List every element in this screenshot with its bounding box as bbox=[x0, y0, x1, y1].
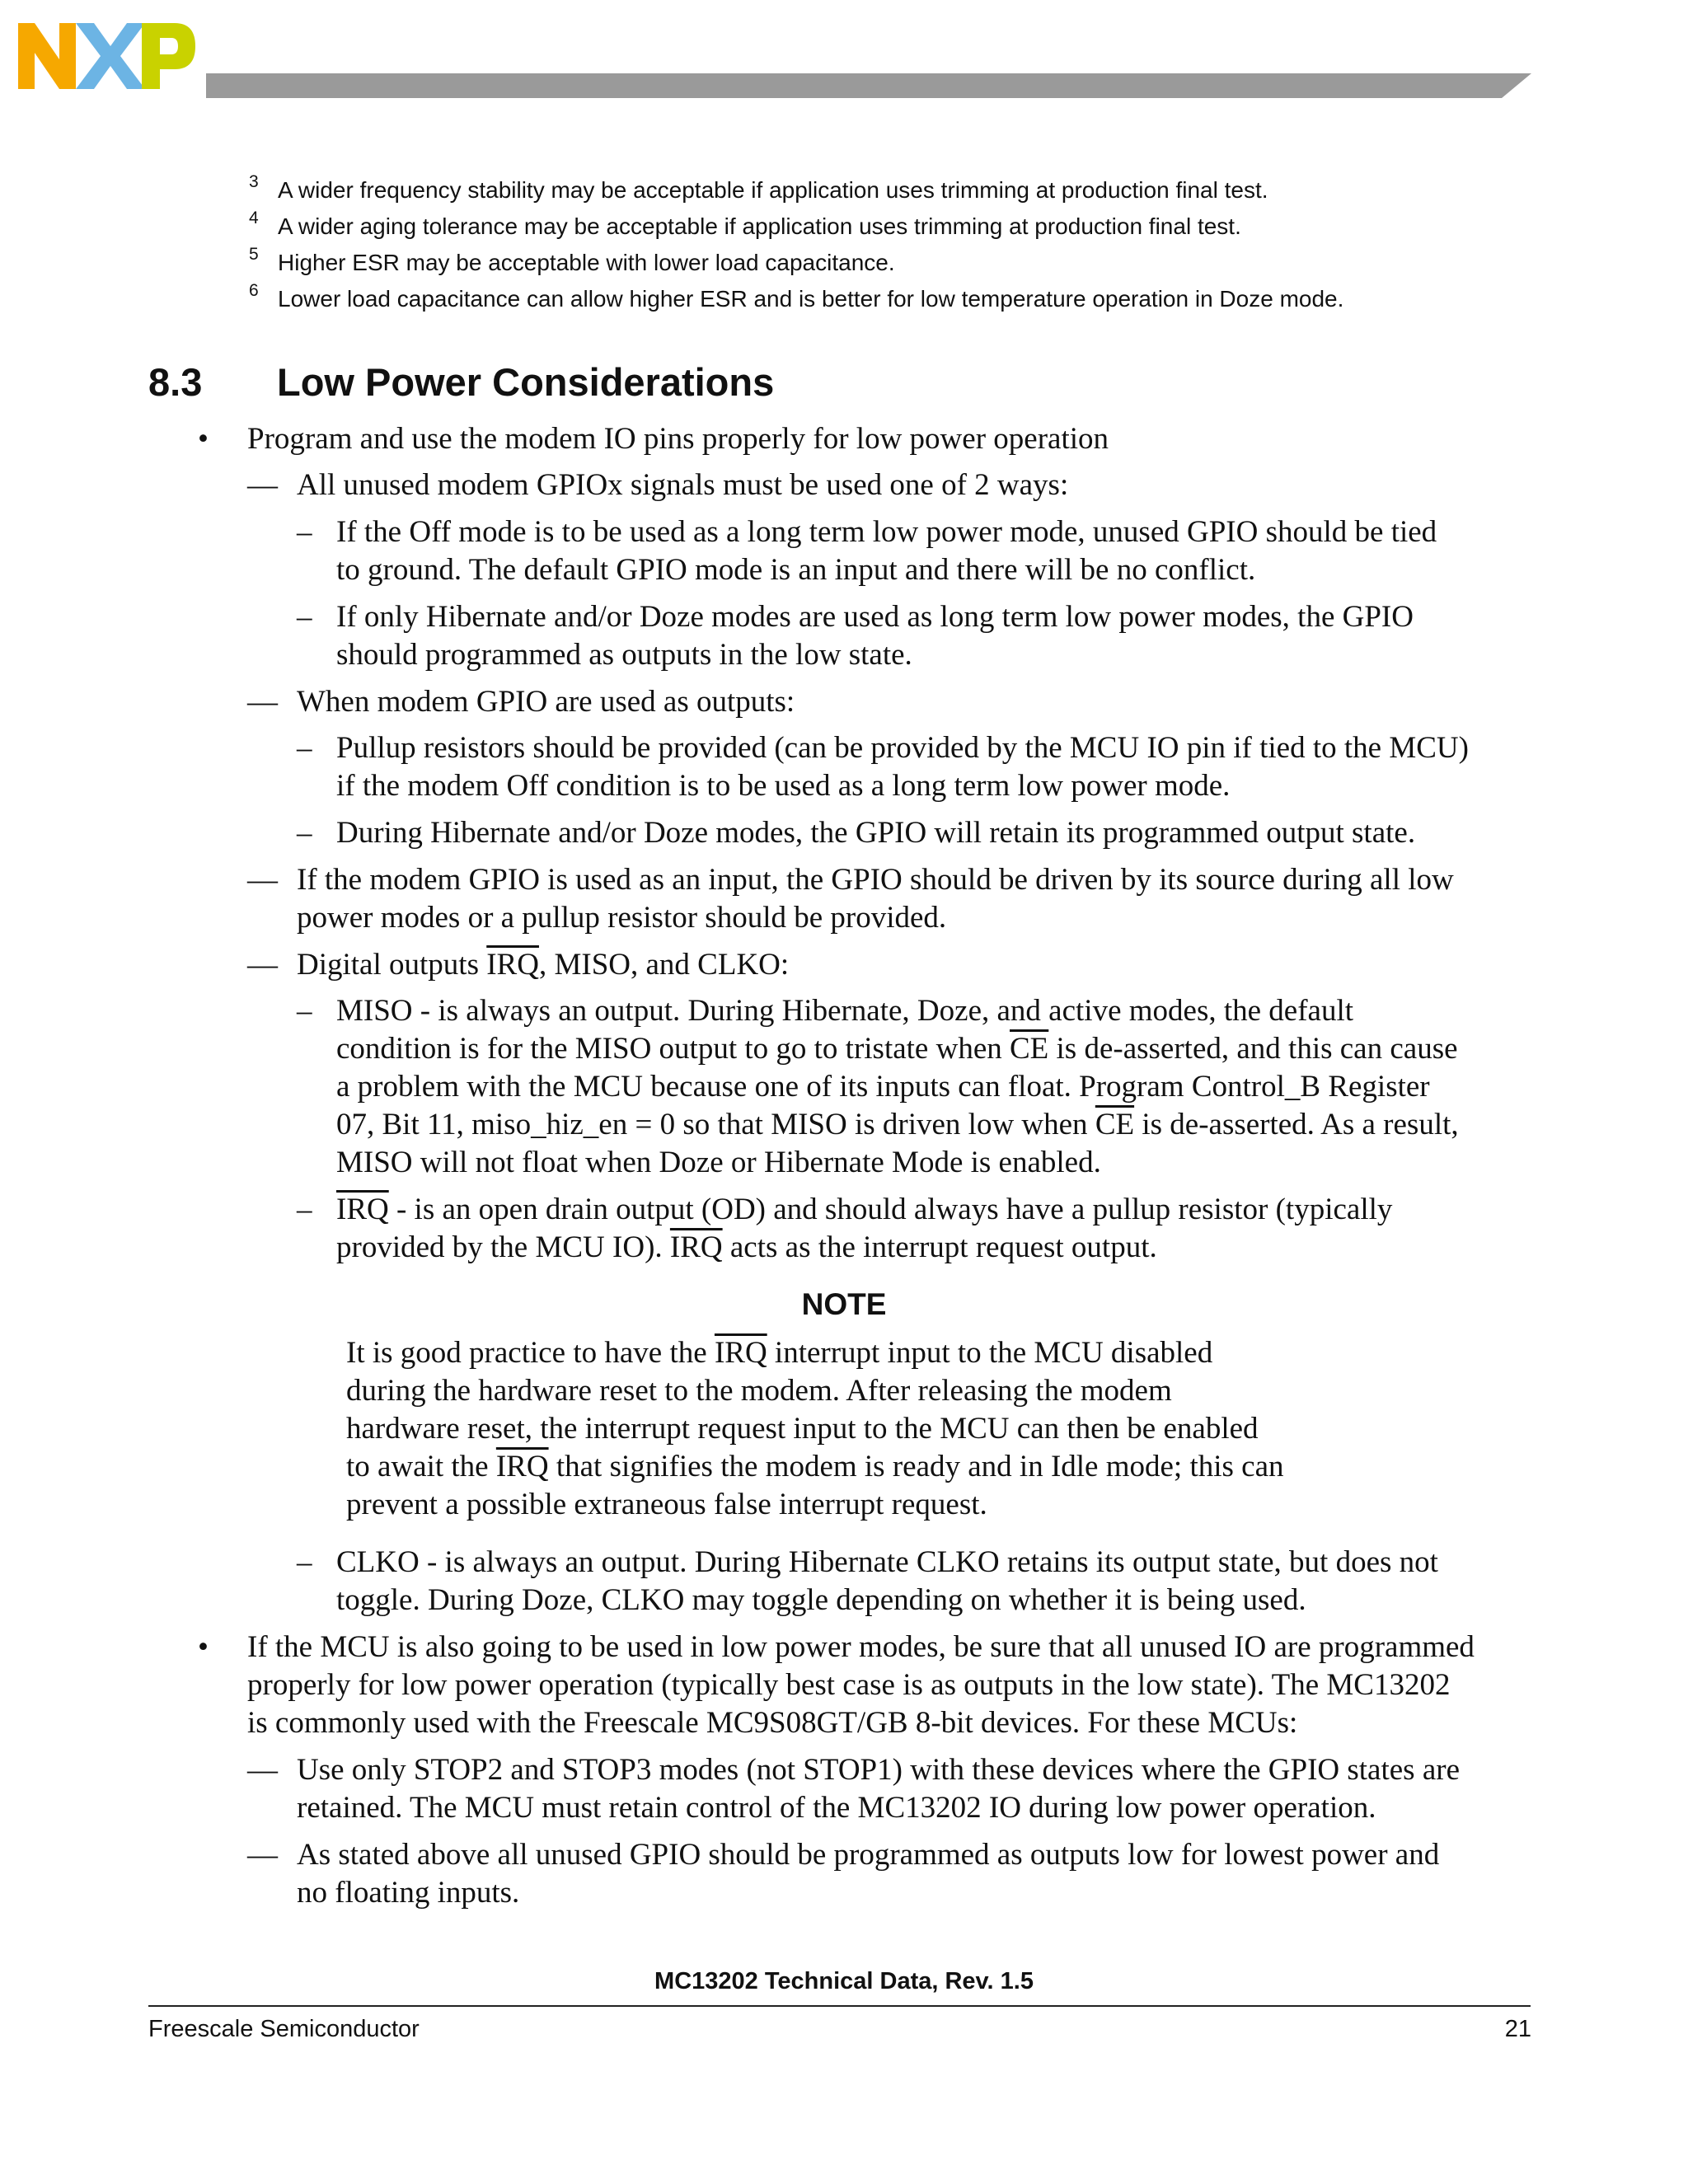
signal-irq: $\overline{IRQ}$ bbox=[714, 1336, 767, 1370]
note-text: prevent a possible extraneous false interrupt request. bbox=[346, 1488, 987, 1521]
dash-marker: — bbox=[247, 1753, 278, 1787]
text-run: is de-asserted, and this can cause bbox=[1048, 1032, 1458, 1066]
logo-x bbox=[76, 23, 145, 89]
text-run: provided by the MCU IO). bbox=[336, 1230, 670, 1264]
bullet-marker: • bbox=[198, 1630, 209, 1664]
footnote-text: Lower load capacitance can allow higher ESR and is better for low temperature operation in Doze mode. bbox=[278, 286, 1344, 312]
footnote-text: A wider frequency stability may be acceptable if application uses trimming at production final test. bbox=[278, 177, 1268, 203]
sub-text: a problem with the MCU because one of its inputs can float. Program Control_B Register bbox=[336, 1070, 1430, 1104]
sub-marker: – bbox=[297, 816, 312, 850]
footnotes bbox=[246, 172, 1564, 320]
footnote-text: A wider aging tolerance may be acceptable if application uses trimming at production final test. bbox=[278, 213, 1241, 239]
logo-n bbox=[18, 23, 76, 89]
sub-text bbox=[336, 1106, 1459, 1144]
sub-text: If only Hibernate and/or Doze modes are used as long term low power modes, the GPIO bbox=[336, 600, 1414, 634]
signal-irq: $\overline{IRQ}$ bbox=[669, 1230, 723, 1264]
dash-text: All unused modem GPIOx signals must be used one of 2 ways: bbox=[297, 468, 1069, 502]
sub-marker: – bbox=[297, 731, 312, 765]
signal-ce: $\overline{CE}$ bbox=[1010, 1032, 1049, 1066]
dash-text: Use only STOP2 and STOP3 modes (not STOP1) with these devices where the GPIO states are bbox=[297, 1753, 1460, 1787]
dash-text: power modes or a pullup resistor should be provided. bbox=[297, 901, 947, 935]
note-text: during the hardware reset to the modem. After releasing the modem bbox=[346, 1374, 1172, 1408]
dash-text: retained. The MCU must retain control of the MC13202 IO during low power operation. bbox=[297, 1791, 1376, 1825]
sub-text: Pullup resistors should be provided (can be provided by the MCU IO pin if tied to the MCU) bbox=[336, 731, 1469, 765]
sub-text: MISO will not float when Doze or Hibernate Mode is enabled. bbox=[336, 1146, 1101, 1179]
bullet-text: If the MCU is also going to be used in low power modes, be sure that all unused IO are programmed bbox=[247, 1630, 1475, 1664]
sub-text: if the modem Off condition is to be used as a long term low power mode. bbox=[336, 769, 1231, 803]
sub-text: If the Off mode is to be used as a long term low power mode, unused GPIO should be tied bbox=[336, 515, 1437, 549]
text-run: to await the bbox=[346, 1450, 496, 1483]
sub-text: to ground. The default GPIO mode is an input and there will be no conflict. bbox=[336, 553, 1256, 587]
section-title: Low Power Considerations bbox=[277, 360, 775, 404]
sub-text bbox=[336, 1030, 1458, 1068]
footnote bbox=[246, 281, 1564, 320]
signal-irq: $\overline{IRQ}$ bbox=[336, 1193, 389, 1226]
sub-text: During Hibernate and/or Doze modes, the GPIO will retain its programmed output state. bbox=[336, 816, 1416, 850]
note-text bbox=[346, 1448, 1284, 1486]
footnote bbox=[246, 211, 1564, 247]
text-run: interrupt input to the MCU disabled bbox=[767, 1336, 1213, 1370]
footnote bbox=[246, 172, 1564, 211]
signal-ce: $\overline{CE}$ bbox=[1095, 1108, 1135, 1141]
sub-text bbox=[336, 1229, 1157, 1267]
page-number: 21 bbox=[1504, 2016, 1531, 2042]
bullet-text: Program and use the modem IO pins properly for low power operation bbox=[247, 422, 1109, 456]
bullet-text: is commonly used with the Freescale MC9S08GT/GB 8-bit devices. For these MCUs: bbox=[247, 1706, 1298, 1740]
sub-text: CLKO - is always an output. During Hibernate CLKO retains its output state, but does not bbox=[336, 1545, 1438, 1579]
dash-marker: — bbox=[247, 1838, 278, 1872]
footnote-text: Higher ESR may be acceptable with lower load capacitance. bbox=[278, 250, 895, 275]
footnote-number: 5 bbox=[249, 245, 259, 264]
note-text: hardware reset, the interrupt request input to the MCU can then be enabled bbox=[346, 1412, 1259, 1446]
dash-marker: — bbox=[247, 948, 278, 982]
sub-marker: – bbox=[297, 515, 312, 549]
footnote-number: 6 bbox=[249, 281, 259, 300]
sub-text: should programmed as outputs in the low state. bbox=[336, 638, 912, 672]
nxp-logo bbox=[18, 23, 195, 89]
text-run: It is good practice to have the bbox=[346, 1336, 715, 1370]
dash-marker: — bbox=[247, 468, 278, 502]
sub-text bbox=[336, 1191, 1392, 1229]
sub-marker: – bbox=[297, 600, 312, 634]
note-text bbox=[346, 1334, 1212, 1372]
signal-irq: $\overline{IRQ}$ bbox=[495, 1450, 549, 1483]
footnote-number: 4 bbox=[249, 209, 259, 227]
bullet-text: properly for low power operation (typically best case is as outputs in the low state). The MC13202 bbox=[247, 1668, 1451, 1702]
sub-marker: – bbox=[297, 994, 312, 1028]
text-run: , MISO, and CLKO: bbox=[538, 948, 790, 982]
footnote bbox=[246, 247, 1564, 284]
text-run: that signifies the modem is ready and in Idle mode; this can bbox=[548, 1450, 1284, 1483]
logo-p bbox=[142, 23, 195, 89]
text-run: condition is for the MISO output to go to tristate when bbox=[336, 1032, 1010, 1066]
text-run: Digital outputs bbox=[297, 948, 487, 982]
dash-marker: — bbox=[247, 685, 278, 719]
footer-document-title: MC13202 Technical Data, Rev. 1.5 bbox=[654, 1968, 1034, 1994]
bullet-marker: • bbox=[198, 422, 209, 456]
dash-marker: — bbox=[247, 863, 278, 897]
footer-company: Freescale Semiconductor bbox=[148, 2016, 420, 2042]
footnote-number: 3 bbox=[249, 172, 259, 191]
sub-text: MISO - is always an output. During Hibernate, Doze, and active modes, the default bbox=[336, 994, 1354, 1028]
header-bar bbox=[206, 73, 1531, 98]
text-run: 07, Bit 11, miso_hiz_en = 0 so that MISO is driven low when bbox=[336, 1108, 1095, 1141]
dash-text: If the modem GPIO is used as an input, the GPIO should be driven by its source during all low bbox=[297, 863, 1454, 897]
sub-text: toggle. During Doze, CLKO may toggle depending on whether it is being used. bbox=[336, 1583, 1306, 1617]
dash-text: As stated above all unused GPIO should be programmed as outputs low for lowest power and bbox=[297, 1838, 1440, 1872]
signal-irq: $\overline{IRQ}$ bbox=[486, 948, 539, 982]
note-title: NOTE bbox=[801, 1287, 887, 1321]
footer-divider bbox=[148, 2005, 1531, 2007]
sub-marker: – bbox=[297, 1545, 312, 1579]
dash-text bbox=[297, 946, 789, 984]
dash-text: no floating inputs. bbox=[297, 1876, 520, 1910]
text-run: acts as the interrupt request output. bbox=[722, 1230, 1157, 1264]
text-run: - is an open drain output (OD) and should always have a pullup resistor (typically bbox=[388, 1193, 1393, 1226]
section-number: 8.3 bbox=[148, 360, 203, 404]
dash-text: When modem GPIO are used as outputs: bbox=[297, 685, 795, 719]
sub-marker: – bbox=[297, 1193, 312, 1226]
text-run: is de-asserted. As a result, bbox=[1134, 1108, 1459, 1141]
